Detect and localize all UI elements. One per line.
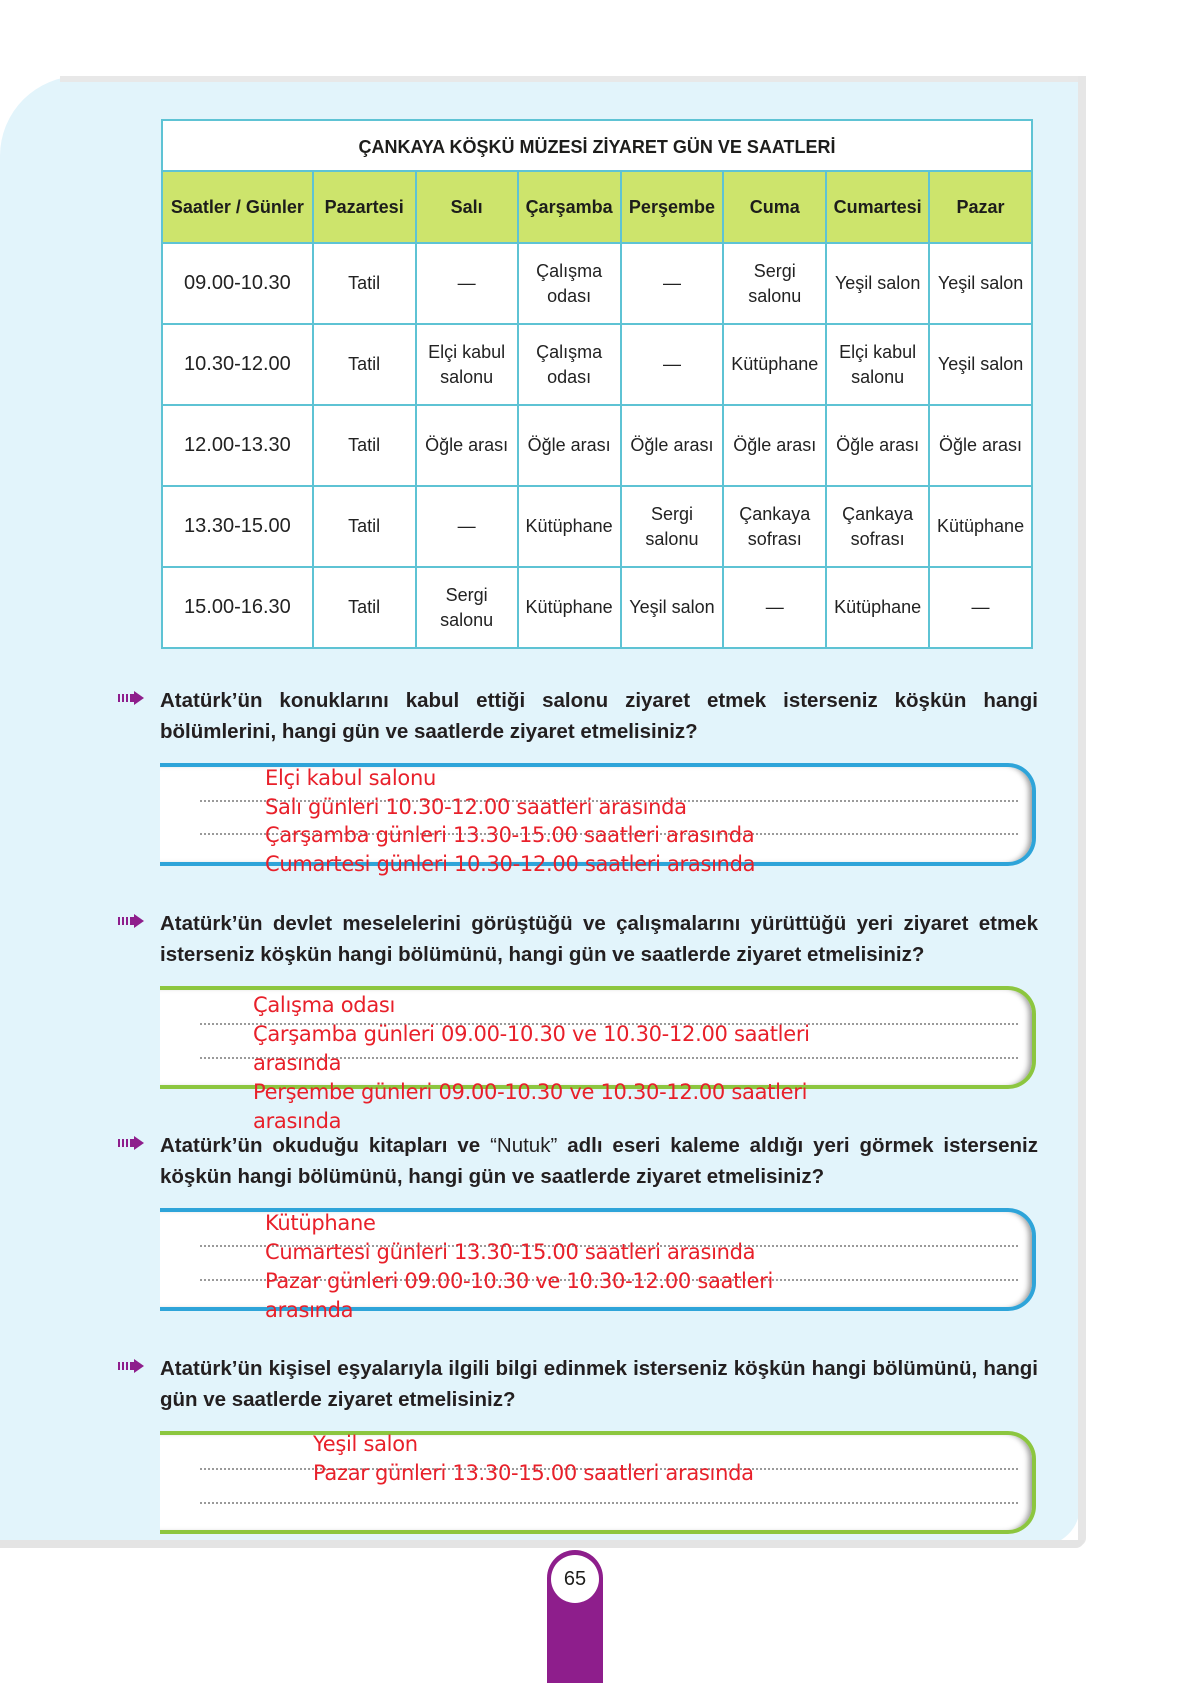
page-number: 65 bbox=[551, 1555, 599, 1603]
column-header: Cuma bbox=[723, 171, 826, 243]
answer-text: arasında bbox=[265, 1298, 354, 1322]
answer-text: Pazar günleri 13.30-15.00 saatleri arasında bbox=[313, 1461, 754, 1485]
question-4 bbox=[118, 1353, 1038, 1415]
answer-text: arasında bbox=[253, 1109, 342, 1133]
column-header: Pazartesi bbox=[313, 171, 416, 243]
table-cell: Çalışma odası bbox=[518, 324, 621, 405]
table-cell: Öğle arası bbox=[621, 405, 724, 486]
table-cell: Kütüphane bbox=[723, 324, 826, 405]
table-cell: Sergi salonu bbox=[723, 243, 826, 324]
time-slot: 10.30-12.00 bbox=[162, 324, 313, 405]
arrow-bullet-icon bbox=[118, 691, 144, 705]
table-cell: Tatil bbox=[313, 405, 416, 486]
question-1 bbox=[118, 685, 1038, 747]
time-slot: 13.30-15.00 bbox=[162, 486, 313, 567]
table-header-row bbox=[162, 171, 1032, 243]
table-cell: Tatil bbox=[313, 567, 416, 648]
question-text: Atatürk’ün kişisel eşyalarıyla ilgili bilgi edinmek isterseniz köşkün hangi bölümünü, hangi gün ve saatlerde ziyaret etmelisiniz? bbox=[160, 1357, 1038, 1411]
time-slot: 15.00-16.30 bbox=[162, 567, 313, 648]
answer-text: arasında bbox=[253, 1051, 342, 1075]
time-slot: 09.00-10.30 bbox=[162, 243, 313, 324]
question-text-part: Atatürk’ün okuduğu kitapları ve bbox=[160, 1134, 491, 1157]
question-2 bbox=[118, 908, 1038, 970]
answer-text: Kütüphane bbox=[265, 1211, 376, 1235]
table-cell: Elçi kabul salonu bbox=[826, 324, 929, 405]
table-cell: Kütüphane bbox=[518, 567, 621, 648]
table-cell: Öğle arası bbox=[826, 405, 929, 486]
table-row bbox=[162, 486, 1032, 567]
answer-text: Perşembe günleri 09.00-10.30 ve 10.30-12.00 saatleri bbox=[253, 1080, 808, 1104]
table-row bbox=[162, 243, 1032, 324]
question-text bbox=[160, 1130, 1038, 1192]
table-cell: Öğle arası bbox=[416, 405, 518, 486]
column-header: Pazar bbox=[929, 171, 1032, 243]
table-cell: — bbox=[621, 243, 724, 324]
table-cell: Yeşil salon bbox=[621, 567, 724, 648]
table-cell: — bbox=[416, 486, 518, 567]
question-3 bbox=[118, 1130, 1038, 1192]
answer-text: Cumartesi günleri 13.30-15.00 saatleri arasında bbox=[265, 1240, 756, 1264]
table-row bbox=[162, 405, 1032, 486]
answer-text: Salı günleri 10.30-12.00 saatleri arasında bbox=[265, 795, 687, 819]
table-cell: — bbox=[723, 567, 826, 648]
table-cell: Yeşil salon bbox=[929, 324, 1032, 405]
table-cell: Elçi kabul salonu bbox=[416, 324, 518, 405]
table-cell: — bbox=[929, 567, 1032, 648]
answer-text: Çarşamba günleri 09.00-10.30 ve 10.30-12.00 saatleri bbox=[253, 1022, 810, 1046]
table-cell: Tatil bbox=[313, 243, 416, 324]
table-cell: Yeşil salon bbox=[929, 243, 1032, 324]
table-cell: — bbox=[416, 243, 518, 324]
panel-shadow bbox=[0, 1540, 1084, 1548]
table-cell: Öğle arası bbox=[929, 405, 1032, 486]
table-cell: Öğle arası bbox=[518, 405, 621, 486]
table-cell: Sergi salonu bbox=[621, 486, 724, 567]
table-cell: Çankaya sofrası bbox=[826, 486, 929, 567]
answer-text: Yeşil salon bbox=[313, 1432, 418, 1456]
question-text: Atatürk’ün konuklarını kabul ettiği salonu ziyaret etmek isterseniz köşkün hangi bölümlerini, hangi gün ve saatlerde ziyaret etmelisiniz? bbox=[160, 689, 1038, 743]
table-cell: Çalışma odası bbox=[518, 243, 621, 324]
panel-shadow bbox=[1078, 76, 1086, 1546]
table-cell: Yeşil salon bbox=[826, 243, 929, 324]
table-cell: — bbox=[621, 324, 724, 405]
column-header: Cumartesi bbox=[826, 171, 929, 243]
arrow-bullet-icon bbox=[118, 1359, 144, 1373]
answer-text: Pazar günleri 09.00-10.30 ve 10.30-12.00 saatleri bbox=[265, 1269, 774, 1293]
table-cell: Sergi salonu bbox=[416, 567, 518, 648]
arrow-bullet-icon bbox=[118, 1136, 144, 1150]
table-title: ÇANKAYA KÖŞKÜ MÜZESİ ZİYARET GÜN VE SAATLERİ bbox=[162, 120, 1032, 171]
table-cell: Tatil bbox=[313, 486, 416, 567]
arrow-bullet-icon bbox=[118, 914, 144, 928]
panel-shadow bbox=[60, 76, 1080, 82]
table-cell: Öğle arası bbox=[723, 405, 826, 486]
quoted-title: “Nutuk” bbox=[490, 1134, 558, 1157]
table-row bbox=[162, 567, 1032, 648]
column-header: Saatler / Günler bbox=[162, 171, 313, 243]
table-cell: Kütüphane bbox=[929, 486, 1032, 567]
column-header: Perşembe bbox=[621, 171, 724, 243]
answer-text: Çalışma odası bbox=[253, 993, 396, 1017]
question-text-part: adlı eseri kaleme aldığı yeri görmek isterseniz köşkün hangi bölümünü, hangi gün ve saatlerde ziyaret etmelisiniz? bbox=[160, 1134, 1038, 1188]
question-text: Atatürk’ün devlet meselelerini görüştüğü ve çalışmalarını yürüttüğü yeri ziyaret etmek isterseniz köşkün hangi bölümünü, hangi gün ve saatlerde ziyaret etmelisiniz? bbox=[160, 912, 1038, 966]
table-cell: Çankaya sofrası bbox=[723, 486, 826, 567]
answer-text: Çarşamba günleri 13.30-15.00 saatleri arasında bbox=[265, 823, 755, 847]
table-cell: Kütüphane bbox=[518, 486, 621, 567]
table-cell: Kütüphane bbox=[826, 567, 929, 648]
column-header: Salı bbox=[416, 171, 518, 243]
answer-text: Cumartesi günleri 10.30-12.00 saatleri arasında bbox=[265, 852, 756, 876]
column-header: Çarşamba bbox=[518, 171, 621, 243]
table-cell: Tatil bbox=[313, 324, 416, 405]
time-slot: 12.00-13.30 bbox=[162, 405, 313, 486]
answer-text: Elçi kabul salonu bbox=[265, 766, 436, 790]
visit-schedule-table bbox=[161, 119, 1033, 649]
dotted-line bbox=[200, 1502, 1018, 1504]
table-row bbox=[162, 324, 1032, 405]
